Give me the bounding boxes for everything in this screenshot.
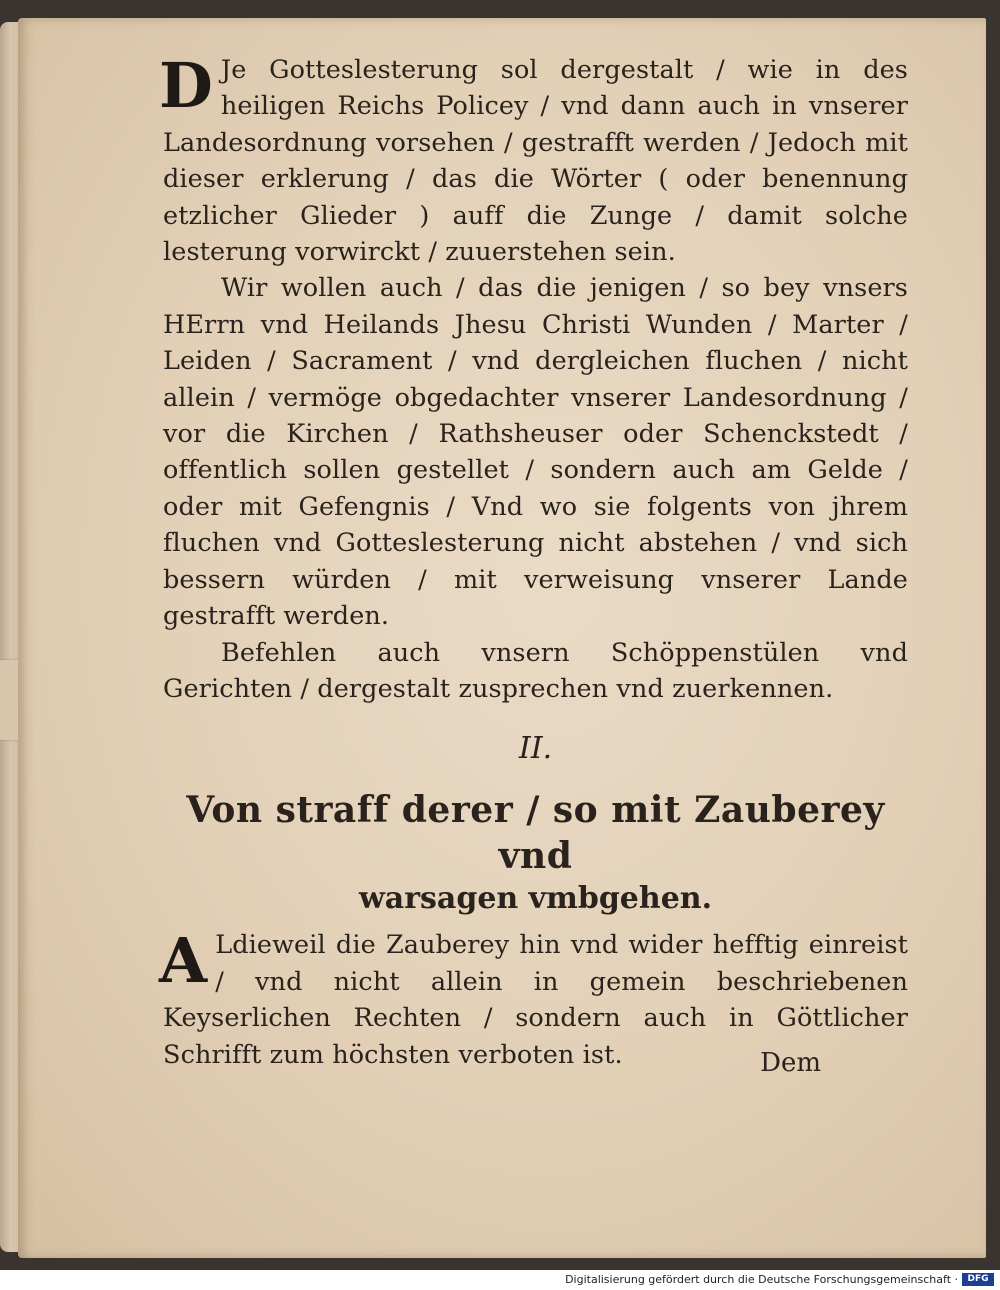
book-page	[18, 18, 986, 1258]
paragraph-blasphemy	[159, 49, 908, 270]
footer-bar	[0, 1270, 1000, 1290]
page-text	[159, 49, 908, 1073]
section-heading-cont: warsagen vmbgehen.	[358, 881, 713, 917]
drop-cap: A	[159, 924, 208, 998]
paragraph-cursing: Wir wollen auch / das die jenigen / so bey vnsers HErrn vnd Heilands Jhesu Christi Wunden / Marter / Leiden / Sacrament / vnd dergleichen fluchen / nicht allein / vermöge obgedachter vnserer Landesordnung / vor die Kirchen / Rathsheuser oder Schenckstedt / offentlich sollen gestellet / sondern auch am Gelde / oder mit Gefengnis / Vnd wo sie folgents von jhrem fluchen vnd Gotteslesterung nicht abstehen / vnd sich bessern würden / mit verweisung vnserer Lande gestrafft werden.	[163, 273, 908, 632]
funding-credit: Digitalisierung gefördert durch die Deutsche Forschungsgemeinschaft ·	[565, 1273, 958, 1286]
paragraph-courts: Befehlen auch vnsern Schöppenstülen vnd Gerichten / dergestalt zusprechen vnd zuerkennen.	[163, 637, 908, 704]
paragraph-text: Je Gotteslesterung sol dergestalt / wie in des heiligen Reichs Policey / vnd dann auch in vnserer Landesordnung vorsehen / gestrafft werden / Jedoch mit dieser erklerung / das die Wörter ( oder benennung etzlicher Glieder ) auff die Zunge / damit solche lesterung vorwirckt / zuuerstehen sein.	[163, 55, 908, 268]
section-number: II.	[518, 731, 553, 767]
section-heading: Von straff derer / so mit Zauberey vnd	[186, 789, 885, 878]
drop-cap: D	[159, 49, 213, 122]
catchword: Dem	[760, 1048, 821, 1078]
paragraph-text: Ldieweil die Zauberey hin vnd wider hefftig einreist / vnd nicht allein in gemein beschriebenen Keyserlichen Rechten / sondern auch in Göttlicher Schrifft zum höchsten verboten ist.	[163, 930, 908, 1070]
dfg-logo: DFG	[962, 1273, 994, 1286]
